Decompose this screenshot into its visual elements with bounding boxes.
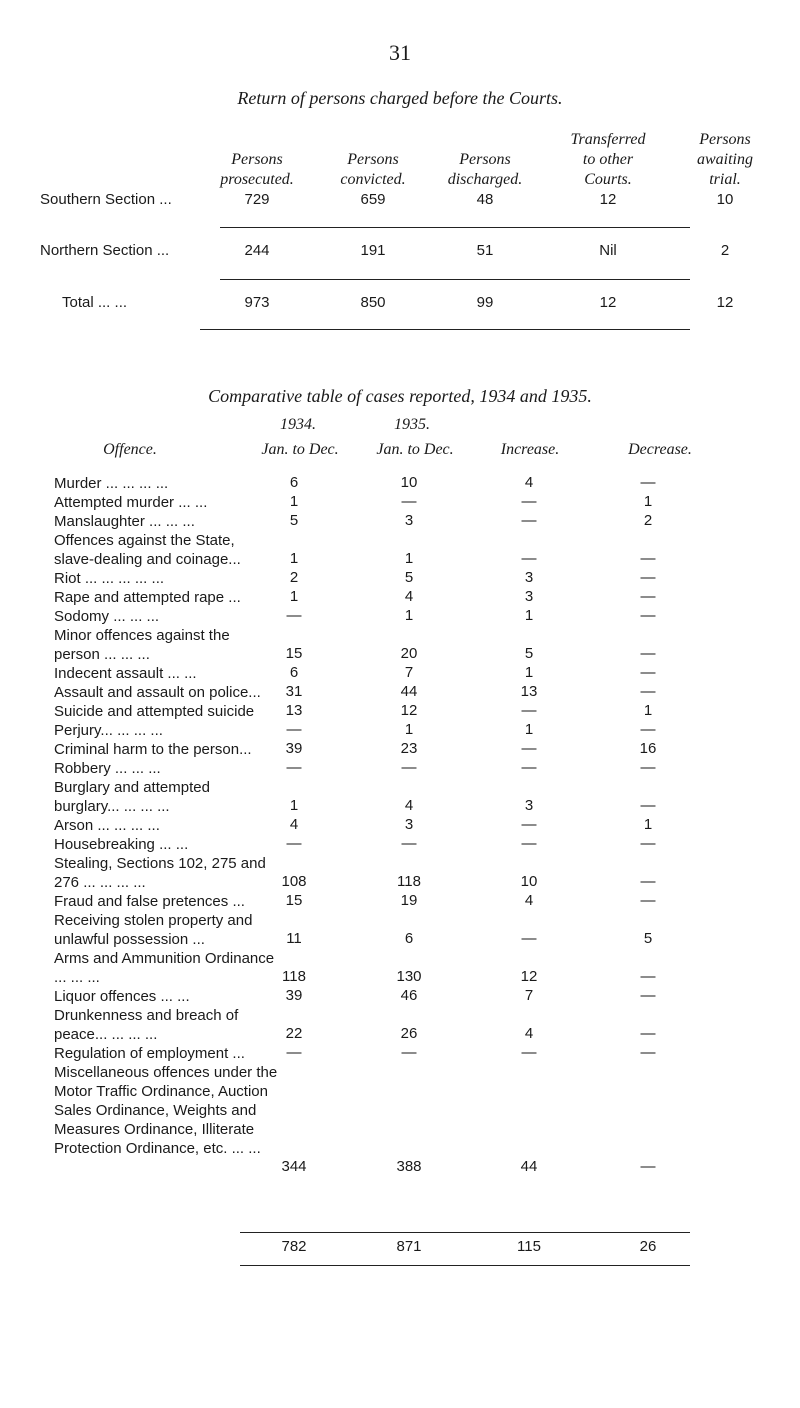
t2-cell: — bbox=[521, 702, 537, 719]
t2-cell: 12 bbox=[520, 968, 538, 985]
table1-title: Return of persons charged before the Courts. bbox=[237, 88, 563, 108]
t2-offence-label: Sodomy ... ... ... bbox=[54, 608, 160, 625]
t2-cell: 1 bbox=[404, 550, 414, 567]
t1-header-convicted: Persons convicted. bbox=[340, 151, 406, 188]
t2-col-1934: Jan. to Dec. bbox=[261, 441, 339, 458]
t2-cell: — bbox=[286, 607, 302, 624]
t2-cell: 4 bbox=[524, 1025, 534, 1042]
t2-cell: 5 bbox=[404, 569, 414, 586]
t2-bottom-rule bbox=[240, 1265, 690, 1266]
t2-cell: 44 bbox=[520, 1158, 538, 1175]
t2-cell: — bbox=[640, 1025, 656, 1042]
t2-total-1935: 871 bbox=[396, 1238, 422, 1255]
t2-col-decrease: Decrease. bbox=[628, 441, 692, 458]
t2-offence-label: Indecent assault ... ... bbox=[54, 665, 197, 682]
t2-cell: 1 bbox=[524, 721, 534, 738]
t2-year-1934: 1934. bbox=[280, 416, 316, 433]
t2-offence-label: Regulation of employment ... bbox=[54, 1045, 245, 1062]
t2-total-increase: 115 bbox=[517, 1238, 541, 1255]
t2-cell: 6 bbox=[289, 474, 299, 491]
t2-offence-label: Minor offences against the person ... ... ... bbox=[54, 627, 230, 663]
t2-cell: 15 bbox=[285, 645, 303, 662]
t2-col-1935: Jan. to Dec. bbox=[376, 441, 454, 458]
t2-cell: 39 bbox=[285, 987, 303, 1004]
t2-cell: — bbox=[640, 588, 656, 605]
t2-cell: — bbox=[521, 1044, 537, 1061]
t2-cell: 3 bbox=[524, 797, 534, 814]
t1-rule bbox=[200, 329, 690, 330]
t2-cell: 344 bbox=[281, 1158, 307, 1175]
t2-cell: — bbox=[401, 1044, 417, 1061]
t2-cell: — bbox=[286, 1044, 302, 1061]
t1-cell: 850 bbox=[360, 294, 386, 311]
t1-cell: 48 bbox=[476, 191, 494, 208]
t2-offence-label: Attempted murder ... ... bbox=[54, 494, 208, 511]
t2-cell: — bbox=[521, 930, 537, 947]
t2-offence-label: Assault and assault on police... bbox=[54, 684, 261, 701]
t2-cell: 3 bbox=[524, 569, 534, 586]
t2-cell: 1 bbox=[289, 797, 299, 814]
t2-cell: — bbox=[640, 550, 656, 567]
t2-cell: 10 bbox=[400, 474, 418, 491]
t2-cell: — bbox=[640, 664, 656, 681]
t2-cell: 118 bbox=[397, 873, 421, 890]
t1-header-prosecuted: Persons prosecuted. bbox=[220, 151, 294, 188]
t2-offence-label: Criminal harm to the person... bbox=[54, 741, 252, 758]
t1-cell: 99 bbox=[476, 294, 494, 311]
t1-row-label: Total ... ... bbox=[62, 294, 128, 311]
page-number: 31 bbox=[389, 40, 411, 65]
t2-offence-label: Housebreaking ... ... bbox=[54, 836, 189, 853]
t2-cell: 1 bbox=[524, 607, 534, 624]
t2-cell: 7 bbox=[404, 664, 414, 681]
t2-total-rule bbox=[240, 1232, 690, 1233]
t2-cell: — bbox=[286, 759, 302, 776]
t2-cell: — bbox=[640, 873, 656, 890]
t2-cell: 2 bbox=[643, 512, 653, 529]
t2-cell: 5 bbox=[643, 930, 653, 947]
t1-cell: 10 bbox=[716, 191, 734, 208]
t1-cell: 973 bbox=[244, 294, 270, 311]
t1-cell: 12 bbox=[599, 191, 617, 208]
t1-row-label: Southern Section ... bbox=[40, 191, 172, 208]
t2-offence-label: Fraud and false pretences ... bbox=[54, 893, 245, 910]
t2-cell: 1 bbox=[643, 816, 653, 833]
t2-cell: 1 bbox=[289, 588, 299, 605]
t2-cell: 130 bbox=[396, 968, 422, 985]
t2-cell: 16 bbox=[639, 740, 657, 757]
t1-cell: 244 bbox=[244, 242, 270, 259]
t1-cell: 2 bbox=[720, 242, 730, 259]
t2-offence-label: Offences against the State, slave-dealing and coinage... bbox=[54, 532, 241, 568]
t2-cell: — bbox=[640, 797, 656, 814]
t2-cell: — bbox=[640, 645, 656, 662]
t2-cell: 13 bbox=[520, 683, 538, 700]
t2-cell: 4 bbox=[289, 816, 299, 833]
t1-cell: 729 bbox=[244, 191, 270, 208]
t2-cell: 23 bbox=[400, 740, 418, 757]
t2-cell: — bbox=[640, 987, 656, 1004]
t2-offence-label: Suicide and attempted suicide bbox=[54, 703, 255, 720]
t2-offence-label: Drunkenness and breach of peace... ... ... ... bbox=[54, 1007, 239, 1043]
t1-rule bbox=[220, 227, 690, 228]
t2-cell: — bbox=[521, 835, 537, 852]
t1-rule bbox=[220, 279, 690, 280]
t2-cell: — bbox=[640, 892, 656, 909]
t2-cell: 1 bbox=[289, 550, 299, 567]
t2-cell: 4 bbox=[404, 797, 414, 814]
t2-cell: — bbox=[640, 683, 656, 700]
t2-offence-label: Stealing, Sections 102, 275 and 276 ... ... ... ... bbox=[54, 855, 266, 891]
t2-cell: 118 bbox=[282, 968, 306, 985]
t1-cell: 12 bbox=[599, 294, 617, 311]
t2-offence-label: Arms and Ammunition Ordinance ... ... ... bbox=[54, 950, 275, 986]
t2-cell: — bbox=[521, 493, 537, 510]
t1-header-awaiting: Persons awaiting trial. bbox=[696, 131, 753, 188]
t2-cell: 22 bbox=[285, 1025, 303, 1042]
t2-offence-label: Murder ... ... ... ... bbox=[54, 475, 169, 492]
t2-offence-label: Riot ... ... ... ... ... bbox=[54, 570, 165, 587]
t2-cell: 1 bbox=[643, 493, 653, 510]
t2-cell: 10 bbox=[520, 873, 538, 890]
t2-cell: — bbox=[401, 493, 417, 510]
t1-header-discharged: Persons discharged. bbox=[447, 151, 523, 188]
t2-cell: 1 bbox=[643, 702, 653, 719]
t2-cell: — bbox=[286, 721, 302, 738]
t2-cell: — bbox=[640, 759, 656, 776]
table2-title: Comparative table of cases reported, 1934 and 1935. bbox=[208, 386, 592, 406]
t2-cell: 1 bbox=[404, 721, 414, 738]
t2-cell: 4 bbox=[524, 474, 534, 491]
t2-cell: — bbox=[640, 607, 656, 624]
t2-cell: — bbox=[521, 759, 537, 776]
t2-cell: 39 bbox=[285, 740, 303, 757]
t2-offence-label: Manslaughter ... ... ... bbox=[54, 513, 195, 530]
t2-cell: 3 bbox=[404, 512, 414, 529]
t2-cell: — bbox=[640, 474, 656, 491]
t2-cell: 6 bbox=[289, 664, 299, 681]
t2-cell: — bbox=[401, 759, 417, 776]
t2-cell: 4 bbox=[524, 892, 534, 909]
t2-cell: 3 bbox=[524, 588, 534, 605]
t2-cell: 44 bbox=[400, 683, 418, 700]
t1-header-transferred: Transferred to other Courts. bbox=[570, 131, 646, 188]
t1-cell: 659 bbox=[360, 191, 386, 208]
t2-cell: 11 bbox=[286, 930, 302, 947]
t2-cell: — bbox=[521, 550, 537, 567]
t2-cell: 1 bbox=[289, 493, 299, 510]
t2-cell: 12 bbox=[400, 702, 418, 719]
t2-cell: 1 bbox=[524, 664, 534, 681]
t2-cell: — bbox=[640, 1158, 656, 1175]
t2-offence-label: Rape and attempted rape ... bbox=[54, 589, 241, 606]
t2-year-1935: 1935. bbox=[394, 416, 430, 433]
t2-cell: 388 bbox=[396, 1158, 422, 1175]
t1-cell: Nil bbox=[599, 242, 617, 259]
t1-cell: 12 bbox=[716, 294, 734, 311]
t2-cell: 5 bbox=[289, 512, 299, 529]
t2-cell: 1 bbox=[404, 607, 414, 624]
t2-offence-label: Perjury... ... ... ... bbox=[54, 722, 163, 739]
t2-cell: 15 bbox=[285, 892, 303, 909]
t2-cell: 5 bbox=[524, 645, 534, 662]
t2-cell: 4 bbox=[404, 588, 414, 605]
t2-total-decrease: 26 bbox=[639, 1238, 657, 1255]
t2-cell: — bbox=[640, 569, 656, 586]
t2-cell: — bbox=[521, 512, 537, 529]
t2-cell: 7 bbox=[524, 987, 534, 1004]
t2-cell: — bbox=[286, 835, 302, 852]
t2-col-offence: Offence. bbox=[103, 441, 157, 458]
t2-cell: 2 bbox=[289, 569, 299, 586]
t2-cell: — bbox=[640, 835, 656, 852]
t2-cell: 26 bbox=[400, 1025, 418, 1042]
t2-offence-label: Arson ... ... ... ... bbox=[54, 817, 160, 834]
t1-cell: 51 bbox=[476, 242, 494, 259]
t2-cell: 20 bbox=[400, 645, 418, 662]
t2-cell: — bbox=[640, 968, 656, 985]
t2-cell: 13 bbox=[285, 702, 303, 719]
t2-cell: — bbox=[640, 721, 656, 738]
t2-cell: 46 bbox=[400, 987, 418, 1004]
t2-cell: — bbox=[401, 835, 417, 852]
t1-row-label: Northern Section ... bbox=[40, 242, 170, 259]
t2-cell: — bbox=[521, 816, 537, 833]
t2-cell: 31 bbox=[285, 683, 303, 700]
t2-cell: 108 bbox=[281, 873, 307, 890]
t2-offence-label: Burglary and attempted burglary... ... ... ... bbox=[54, 779, 210, 815]
t2-cell: 6 bbox=[404, 930, 414, 947]
t2-total-1934: 782 bbox=[281, 1238, 307, 1255]
t2-cell: — bbox=[640, 1044, 656, 1061]
t1-cell: 191 bbox=[360, 242, 386, 259]
t2-offence-label: Liquor offences ... ... bbox=[54, 988, 190, 1005]
t2-cell: — bbox=[521, 740, 537, 757]
t2-offence-label: Miscellaneous offences under the Motor Traffic Ordinance, Auction Sales Ordinance, Weights and Measures Ordinance, Illiterate Protection Ordinance, etc. ... ... bbox=[54, 1064, 278, 1157]
t2-offence-label: Receiving stolen property and unlawful possession ... bbox=[54, 912, 253, 948]
t2-offence-label: Robbery ... ... ... bbox=[54, 760, 161, 777]
t2-cell: 3 bbox=[404, 816, 414, 833]
t2-cell: 19 bbox=[400, 892, 418, 909]
t2-col-increase: Increase. bbox=[500, 441, 560, 458]
